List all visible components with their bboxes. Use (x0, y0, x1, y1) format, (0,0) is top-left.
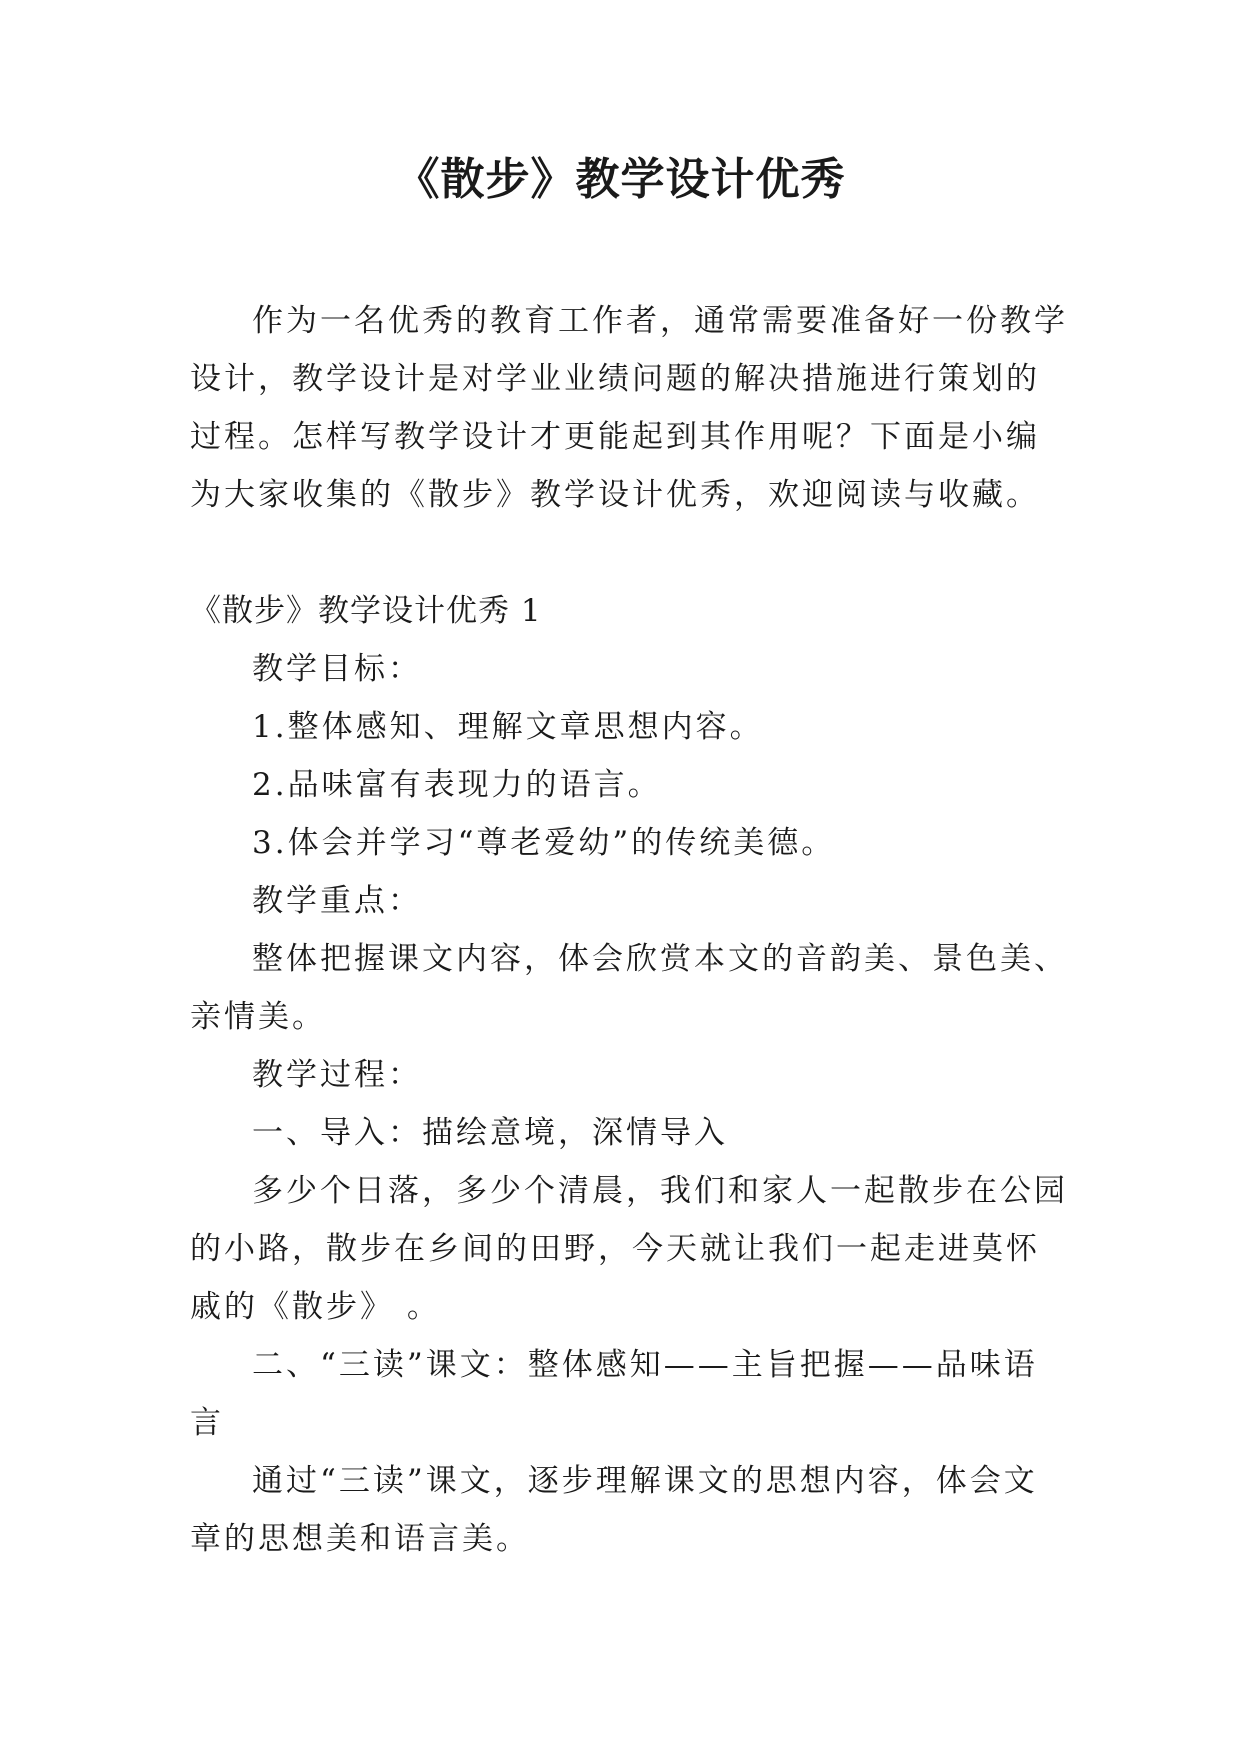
document-title: 《散步》教学设计优秀 (395, 154, 846, 205)
document-body (190, 292, 1070, 1568)
intro-paragraph: 作为一名优秀的教育工作者，通常需要准备好一份教学设计，教学设计是对学业业绩问题的解决措施进行策划的过程。怎样写教学设计才更能起到其作用呢？下面是小编为大家收集的《散步》教学设计优秀，欢迎阅读与收藏。 (190, 303, 1068, 513)
body-paragraph: 1.整体感知、理解文章思想内容。 (252, 709, 764, 745)
body-paragraph: 教学过程： (252, 1057, 422, 1093)
section-heading: 《散步》教学设计优秀 1 (190, 593, 542, 629)
body-paragraph: 2.品味富有表现力的语言。 (252, 767, 662, 803)
body-paragraph: 教学重点： (252, 883, 422, 919)
body-paragraph: 整体把握课文内容，体会欣赏本文的音韵美、景色美、亲情美。 (190, 941, 1068, 1035)
body-paragraph: 3.体会并学习“尊老爱幼”的传统美德。 (252, 825, 836, 861)
body-paragraph: 多少个日落，多少个清晨，我们和家人一起散步在公园的小路，散步在乡间的田野，今天就让我们一起走进莫怀戚的《散步》 。 (190, 1173, 1068, 1325)
body-paragraph: 二、“三读”课文：整体感知——主旨把握——品味语言 (190, 1347, 1038, 1441)
body-paragraph: 教学目标： (252, 651, 422, 687)
body-paragraph: 通过“三读”课文，逐步理解课文的思想内容，体会文章的思想美和语言美。 (190, 1463, 1038, 1557)
body-paragraph: 一、导入：描绘意境，深情导入 (252, 1115, 728, 1151)
spacer (190, 524, 1070, 582)
